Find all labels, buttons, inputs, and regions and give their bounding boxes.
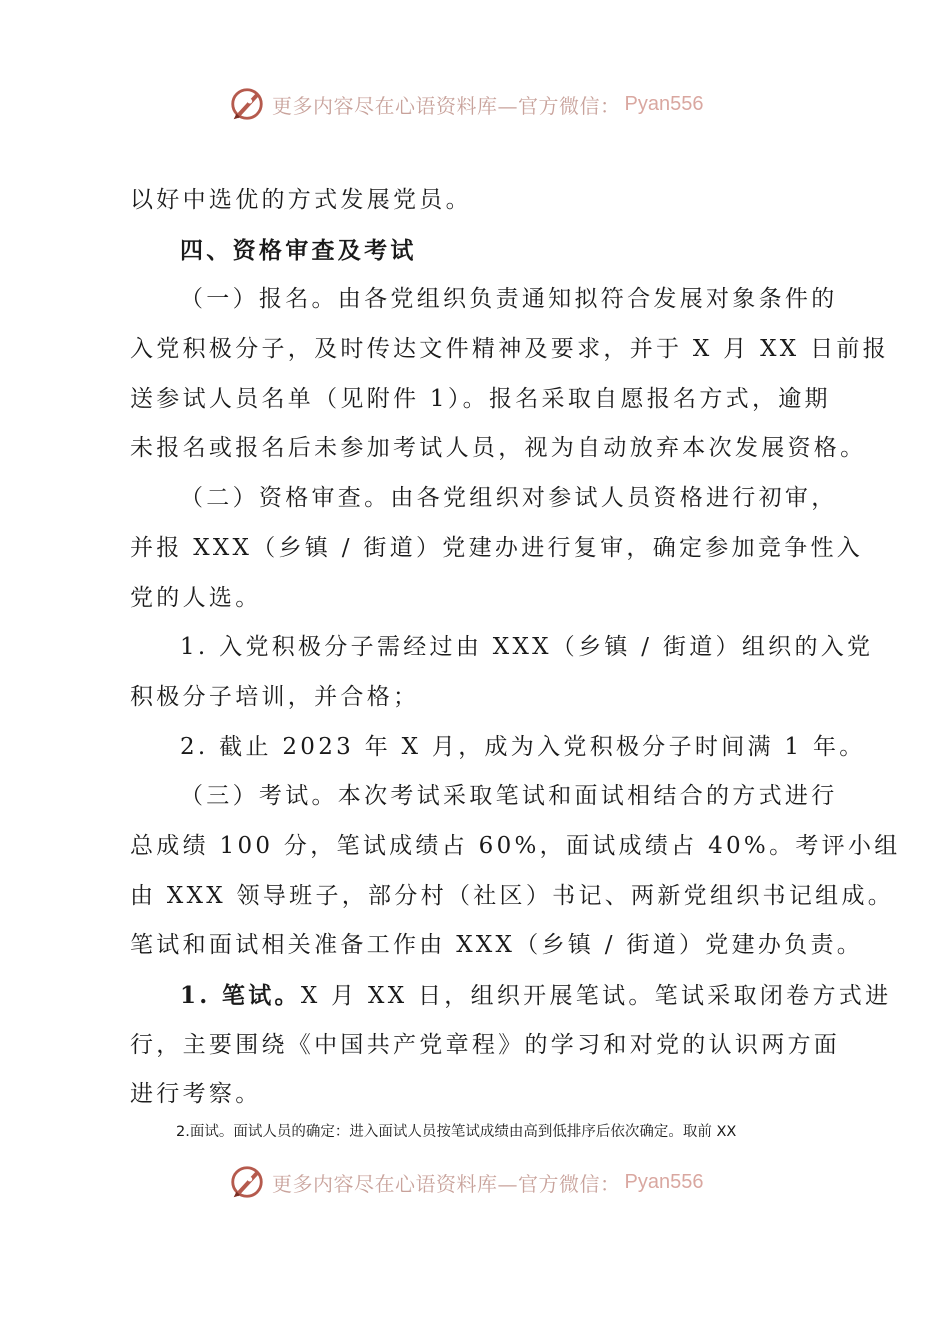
body-line: 积极分子培训，并合格； [130, 683, 420, 710]
list-item: 2. 截止 2023 年 X 月，成为入党积极分子时间满 1 年。 [180, 733, 866, 760]
body-line: 笔试和面试相关准备工作由 XXX（乡镇 / 街道）党建办负责。 [130, 932, 864, 959]
watermark-wechat-id: Pyan556 [624, 92, 704, 115]
watermark-banner-bottom [228, 1162, 703, 1202]
list-item: 1. 入党积极分子需经过由 XXX（乡镇 / 街道）组织的入党 [180, 634, 874, 661]
watermark-text: 更多内容尽在心语资料库—官方微信： [272, 93, 621, 118]
body-line: 入党积极分子，及时传达文件精神及要求，并于 X 月 XX 日前报 [130, 336, 889, 363]
document-body [130, 176, 901, 1120]
body-line: 1. 笔试。X 月 XX 日，组织开展笔试。笔试采取闭卷方式进 [180, 982, 892, 1009]
body-line: 送参试人员名单（见附件 1）。报名采取自愿报名方式，逾期 [130, 385, 831, 412]
body-line: 未报名或报名后未参加考试人员，视为自动放弃本次发展资格。 [130, 435, 867, 462]
body-line: 以好中选优的方式发展党员。 [130, 187, 472, 213]
watermark-banner-top [228, 84, 703, 124]
body-line: 进行考察。 [130, 1081, 262, 1108]
watermark-wechat-id: Pyan556 [624, 1170, 704, 1193]
body-line: 行，主要围绕《中国共产党章程》的学习和对党的认识两方面 [130, 1031, 841, 1058]
watermark-text: 更多内容尽在心语资料库—官方微信： [272, 1171, 621, 1196]
body-line: （三）考试。本次考试采取笔试和面试相结合的方式进行 [180, 783, 838, 810]
pen-nib-logo-icon [228, 85, 266, 123]
body-line: （二）资格审查。由各党组织对参试人员资格进行初审， [180, 485, 838, 512]
body-line: 由 XXX 领导班子，部分村（社区）书记、两新党组织书记组成。 [130, 882, 895, 909]
body-line: 党的人选。 [130, 584, 262, 611]
pen-nib-logo-icon [228, 1163, 266, 1201]
body-line: 并报 XXX（乡镇 / 街道）党建办进行复审，确定参加竞争性入 [130, 534, 864, 561]
footnote-line: 2.面试。面试人员的确定：进入面试人员按笔试成绩由高到低排序后依次确定。取前 XX [176, 1124, 737, 1140]
body-line: 总成绩 100 分，笔试成绩占 60%，面试成绩占 40%。考评小组 [130, 832, 901, 859]
body-line: （一）报名。由各党组织负责通知拟符合发展对象条件的 [180, 286, 838, 313]
subheading-written-exam: 1. 笔试。 [180, 982, 301, 1009]
section-heading: 四、资格审查及考试 [180, 236, 417, 264]
